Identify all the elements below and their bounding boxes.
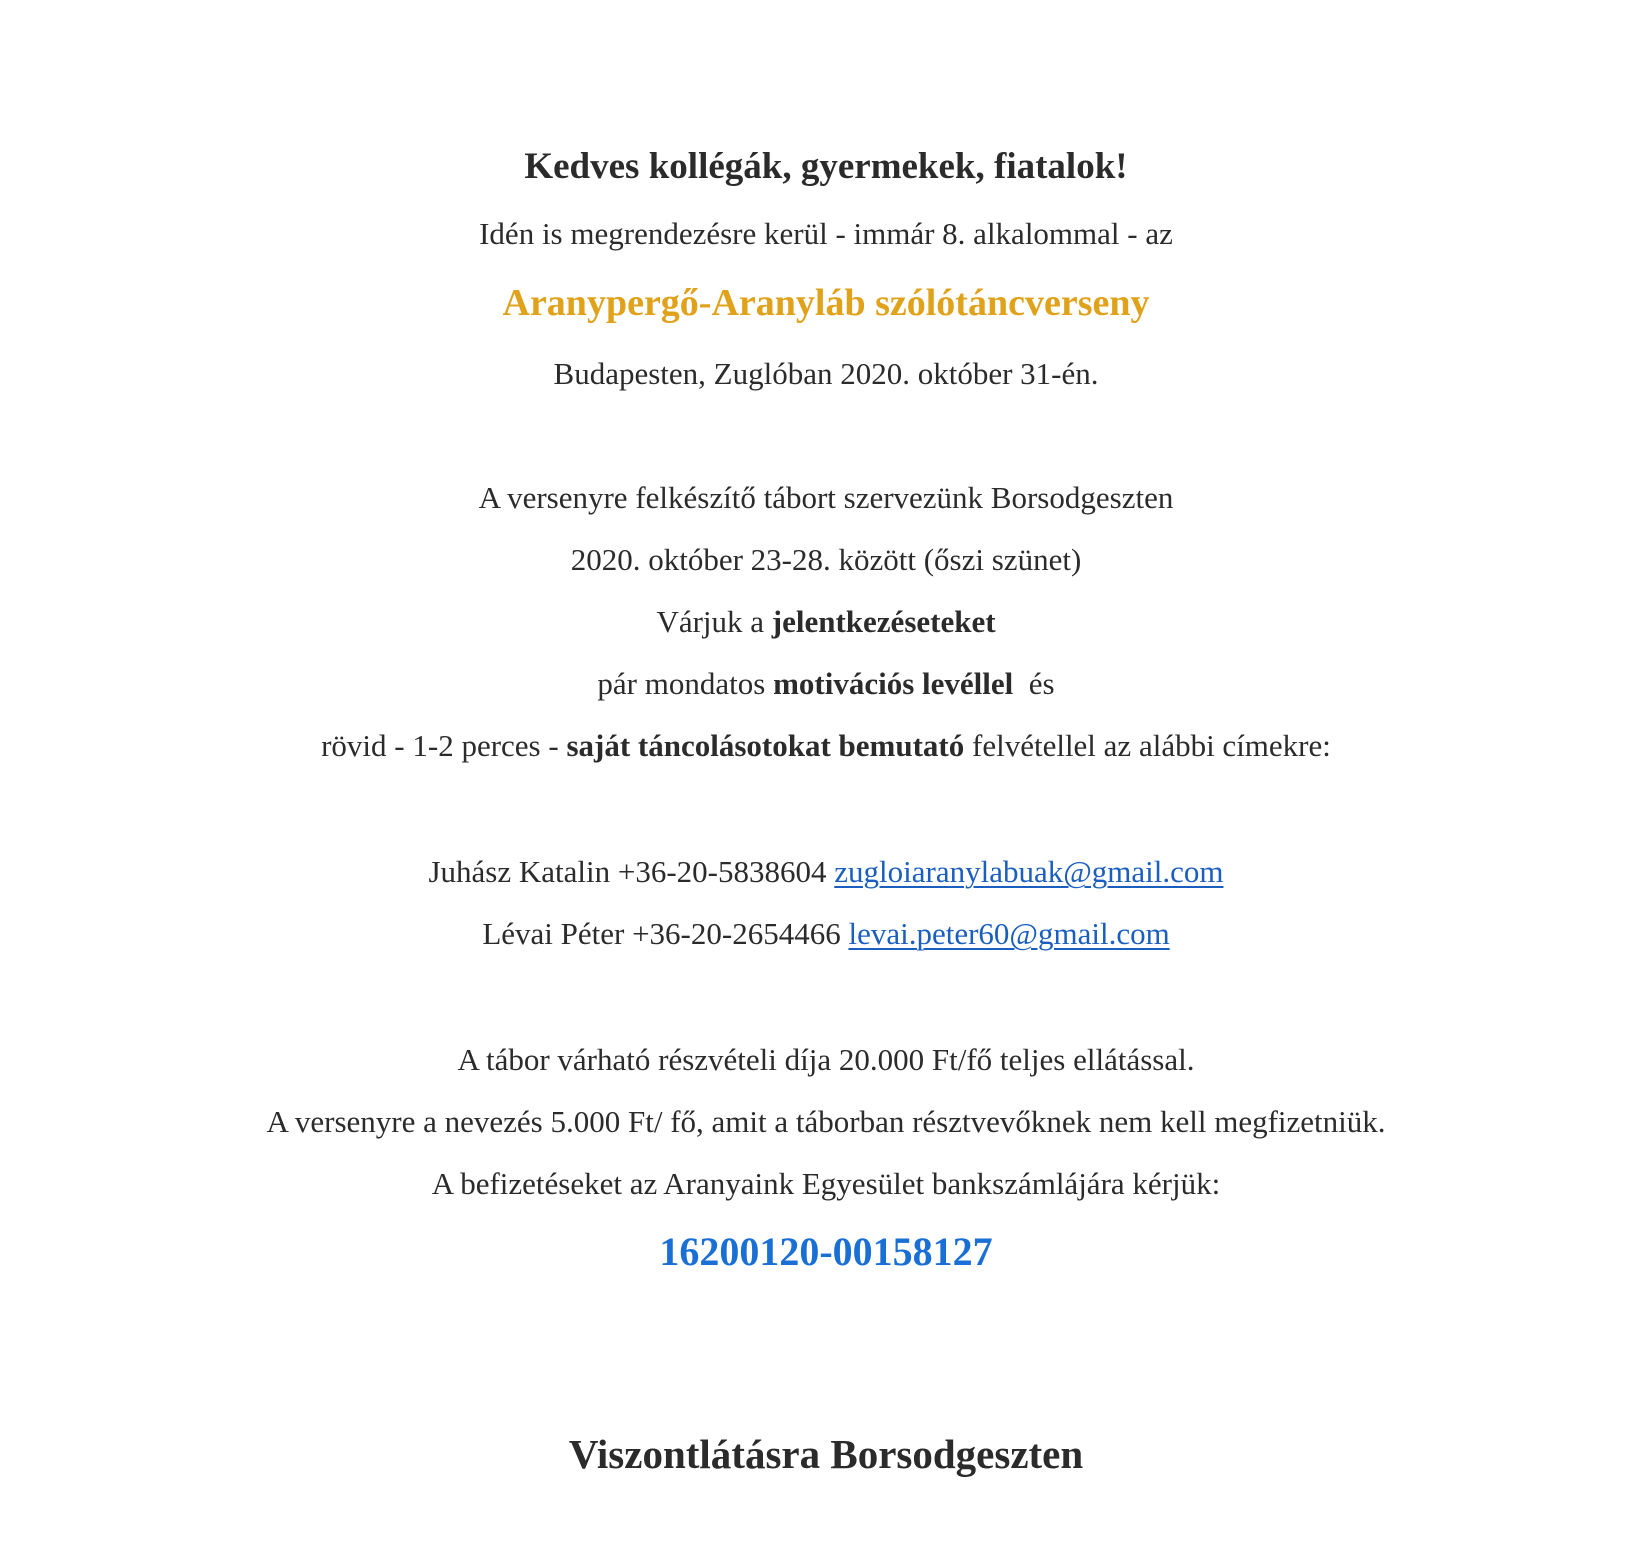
bank-account-number: 16200120-00158127 (659, 1229, 993, 1274)
event-place-date: Budapesten, Zuglóban 2020. október 31-én. (553, 356, 1099, 391)
application-wait-line (0, 602, 1652, 642)
letter-prefix: pár mondatos (597, 666, 774, 701)
contact-row (0, 914, 1652, 954)
contact-email-link[interactable]: zugloiaranylabuak@gmail.com (834, 854, 1224, 889)
letter-suffix: és (1013, 666, 1055, 701)
intro-text: Idén is megrendezésre kerül - immár 8. alkalommal - az (479, 216, 1173, 251)
camp-line-1: A versenyre felkészítő tábort szervezünk Borsodgeszten (478, 480, 1174, 515)
video-prefix: rövid - 1-2 perces - (321, 728, 567, 763)
application-video-line (0, 726, 1652, 766)
wait-prefix: Várjuk a (656, 604, 772, 639)
contact-name-phone: Juhász Katalin +36-20-5838604 (428, 854, 835, 889)
application-letter-line (0, 664, 1652, 704)
entry-fee-text: A versenyre a nevezés 5.000 Ft/ fő, amit a táborban résztvevőknek nem kell megfizetniük. (266, 1104, 1386, 1139)
video-suffix: felvétellel az alábbi címekre: (964, 728, 1331, 763)
wait-bold: jelentkezéseteket (771, 604, 996, 639)
payment-text: A befizetéseket az Aranyaink Egyesület bankszámlájára kérjük: (431, 1166, 1221, 1201)
camp-fee-text: A tábor várható részvételi díja 20.000 Ft/fő teljes ellátással. (457, 1042, 1195, 1077)
camp-line-2: 2020. október 23-28. között (őszi szünet) (570, 542, 1082, 577)
greeting-heading: Kedves kollégák, gyermekek, fiatalok! (524, 146, 1128, 187)
event-title: Aranypergő-Aranyláb szólótáncverseny (502, 282, 1150, 324)
contact-email-link[interactable]: levai.peter60@gmail.com (848, 916, 1170, 951)
video-bold: saját táncolásotokat bemutató (566, 728, 965, 763)
letter-bold: motivációs levéllel (773, 666, 1014, 701)
closing-heading: Viszontlátásra Borsodgeszten (568, 1431, 1084, 1477)
contact-row (0, 852, 1652, 892)
contact-name-phone: Lévai Péter +36-20-2654466 (482, 916, 849, 951)
